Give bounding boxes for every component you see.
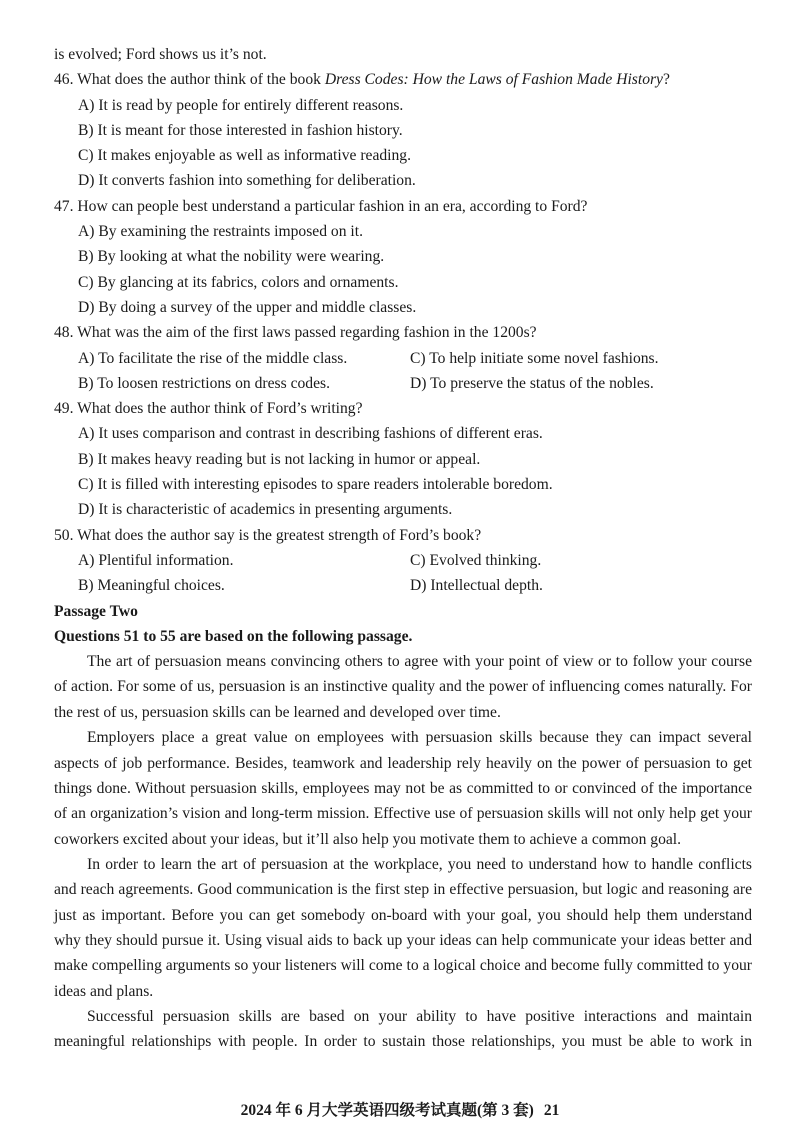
question-47-option-b: B) By looking at what the nobility were wearing. [78,248,385,266]
exam-page [54,42,752,1055]
passage-two-instruction: Questions 51 to 55 are based on the following passage. [54,627,413,645]
question-49-option-a: A) It uses comparison and contrast in describing fashions of different eras. [78,425,543,443]
question-47-option-a: A) By examining the restraints imposed on it. [78,223,363,241]
question-50-option-b: B) Meaningful choices. [78,577,225,595]
question-49-option-b: B) It makes heavy reading but is not lacking in humor or appeal. [78,450,481,468]
question-50-stem: 50. What does the author say is the greatest strength of Ford’s book? [54,526,482,544]
question-46-option-d: D) It converts fashion into something for deliberation. [78,172,416,190]
question-49-stem: 49. What does the author think of Ford’s writing? [54,400,363,418]
passage-paragraph-2: Employers place a great value on employees with persuasion skills because they can impact several aspects of job performance. Besides, teamwork and leadership rely heavily on the power of persuasion to get things done. Without persuasion skills, employees may not be as committed to or convinced of the importance of an organization’s vision and long-term mission. Effective use of persuasion skills will not only help get your coworkers excited about your ideas, but it’ll also help you motivate them to achieve a common goal. [54,729,752,848]
question-47-option-c: C) By glancing at its fabrics, colors and ornaments. [78,273,399,291]
passage-two-heading: Passage Two [54,602,138,620]
question-48-option-a: A) To facilitate the rise of the middle class. [78,349,348,367]
question-46-stem [54,67,752,92]
page-number: 21 [543,1102,560,1119]
question-48-options-row-2 [54,371,752,396]
question-50-option-a: A) Plentiful information. [78,551,234,569]
question-50-options-row-2 [54,573,752,598]
question-49-option-d: D) It is characteristic of academics in presenting arguments. [78,501,453,519]
page-footer [0,1098,800,1120]
passage-paragraph-3: In order to learn the art of persuasion at the workplace, you need to understand how to handle conflicts and reach agreements. Good communication is the first step in effective persuasion, but logic and reasoning are just as important. Before you can get somebody on-board with your goal, you should help them understand why they should pursue it. Using visual aids to back up your ideas can help communicate your ideas better and make compelling arguments so your listeners will come to a logical choice and become fully committed to your ideas and plans. [54,855,752,1000]
question-47-stem: 47. How can people best understand a particular fashion in an era, according to Ford? [54,197,588,215]
question-50-options-row-1 [54,548,752,573]
question-46-option-b: B) It is meant for those interested in fashion history. [78,121,403,139]
passage-one-closing-line: is evolved; Ford shows us it’s not. [54,46,267,63]
question-46-option-c: C) It makes enjoyable as well as informative reading. [78,147,411,165]
question-48-option-c: C) To help initiate some novel fashions. [410,349,659,367]
passage-paragraph-4: Successful persuasion skills are based on your ability to have positive interactions and maintain meaningful relationships with people. In order to sustain those relationships, you must be able to work in [54,1007,752,1051]
question-50-option-d: D) Intellectual depth. [410,577,543,595]
question-49-option-c: C) It is filled with interesting episodes to spare readers intolerable boredom. [78,476,553,494]
question-48-option-b: B) To loosen restrictions on dress codes. [78,374,330,392]
passage-paragraph-1: The art of persuasion means convincing others to agree with your point of view or to follow your course of action. For some of us, persuasion is an instinctive quality and the power of influencing comes naturally. For the rest of us, persuasion skills can be learned and developed over time. [54,653,752,721]
question-48-options-row-1 [54,346,752,371]
book-title: Dress Codes: How the Laws of Fashion Made History [324,71,663,89]
question-46-stem-start: 46. What does the author think of the book [54,71,325,89]
question-48-option-d: D) To preserve the status of the nobles. [410,374,654,392]
question-46-option-a: A) It is read by people for entirely different reasons. [78,96,404,114]
footer-title: 2024 年 6 月大学英语四级考试真题(第 3 套) [240,1102,534,1119]
question-47-option-d: D) By doing a survey of the upper and middle classes. [78,298,417,316]
question-48-stem: 48. What was the aim of the first laws passed regarding fashion in the 1200s? [54,324,537,342]
question-50-option-c: C) Evolved thinking. [410,551,542,569]
question-46-stem-end: ? [662,71,670,89]
